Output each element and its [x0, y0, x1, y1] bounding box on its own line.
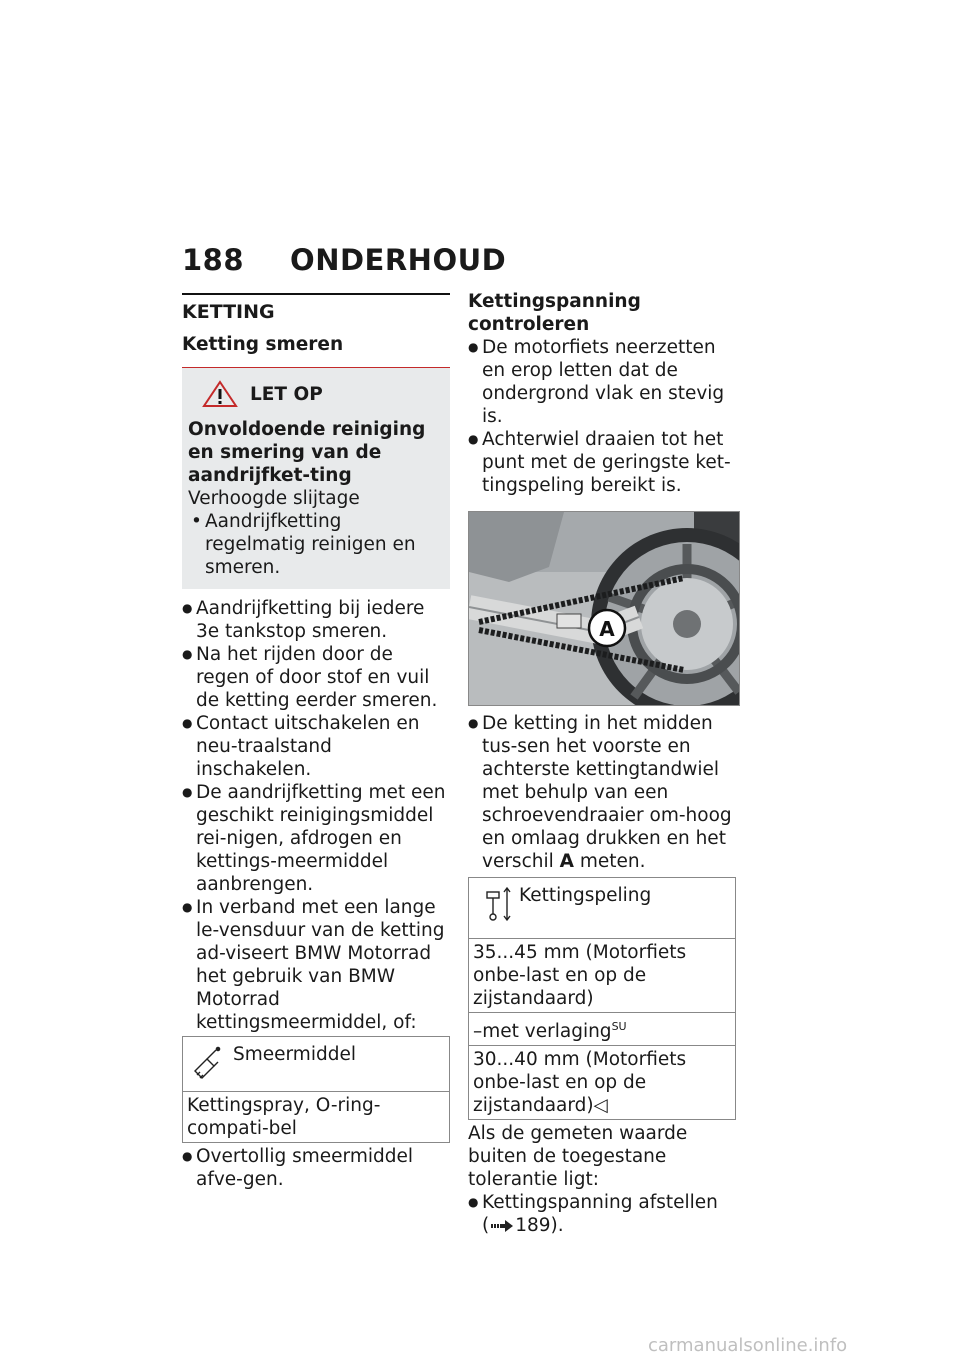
measure-label: A [559, 851, 574, 872]
chain-illustration [469, 512, 739, 705]
page-header [182, 240, 506, 280]
warning-text: Verhoogde slijtage [188, 488, 360, 509]
list-item: ● De motorfiets neerzetten en erop letten dat de ondergrond vlak en stevig is. [468, 336, 736, 428]
tolerance-text: Als de gemeten waarde buiten de toegestane tolerantie ligt: [468, 1123, 688, 1191]
warning-action: • Aandrijfketting regelmatig reinigen en smeren. [188, 510, 444, 579]
list-item: ● Contact uitschakelen en neu-traalstand inschakelen. [182, 712, 450, 781]
variant-text: –met verlaging [473, 1021, 612, 1043]
list-item: ● Overtollig smeermiddel afve-gen. [182, 1145, 450, 1191]
chain-slack-value-lowered: 30...40 mm (Motorfiets onbe-last en op de zijstandaard)◁ [469, 1045, 735, 1119]
figure-label: A [599, 617, 615, 641]
list-item: ● De aandrijfketting met een geschikt reinigingsmiddel rei-nigen, afdrogen en kettings-meermiddel aanbrengen. [182, 781, 450, 896]
oil-can-icon [187, 1043, 227, 1081]
caliper-icon [473, 884, 513, 922]
variant-sup: SU [611, 1020, 627, 1033]
measure-text: De ketting in het midden tus-sen het voorste en achterste kettingtandwiel met behulp van een schroevendraaier om-hoog en omlaag drukken en het verschil [482, 713, 732, 872]
tension-steps [468, 336, 736, 497]
warning-header [202, 380, 444, 408]
subsection-title: Ketting smeren [182, 334, 344, 355]
measure-steps [468, 712, 736, 873]
warning-box [182, 368, 450, 589]
left-column [182, 293, 450, 1191]
page-reference: 189). [515, 1215, 564, 1237]
list-item: ● Na het rijden door de regen of door stof en vuil de ketting eerder smeren. [182, 643, 450, 712]
warning-actions [188, 510, 444, 579]
list-item [468, 712, 736, 873]
lubricant-table-header [183, 1037, 449, 1091]
list-item: ● Achterwiel draaien tot het punt met de geringste ket-tingspeling bereikt is. [468, 428, 736, 497]
warning-heading: Onvoldoende reiniging en smering van de aandrijfket-ting [188, 419, 426, 486]
lubrication-steps [182, 597, 450, 1034]
list-item [468, 1191, 736, 1237]
page-number: 188 [182, 243, 245, 277]
chain-slack-variant [469, 1012, 735, 1045]
adjust-step: Kettingspanning afstellen [482, 1192, 718, 1214]
warning-triangle-icon [202, 380, 238, 408]
divider [182, 293, 450, 295]
lubricant-label: Smeermiddel [233, 1044, 356, 1065]
chain-slack-label: Kettingspeling [519, 885, 652, 906]
section-title: ONDERHOUD [290, 243, 507, 277]
measure-text-end: meten. [579, 851, 646, 872]
list-item: ● Aandrijfketting bij iedere 3e tankstop smeren. [182, 597, 450, 643]
lubricant-table [182, 1036, 450, 1143]
chain-slack-table [468, 877, 736, 1120]
chapter-title: KETTING [182, 301, 275, 323]
watermark: carmanualsonline.info [648, 1335, 848, 1356]
chain-figure [468, 511, 740, 706]
list-item: ● In verband met een lange le-vensduur van de ketting ad-viseert BMW Motorrad het gebruik van BMW Motorrad kettingsmeermiddel, of: [182, 896, 450, 1034]
chain-slack-value: 35...45 mm (Motorfiets onbe-last en op de zijstandaard) [469, 938, 735, 1012]
warning-title: LET OP [250, 383, 323, 405]
adjust-steps [468, 1191, 736, 1237]
subsection-title: Kettingspanning controleren [468, 291, 641, 335]
reference-arrow-icon [491, 1220, 513, 1232]
chain-slack-header [469, 878, 735, 938]
lubricant-value: Kettingspray, O-ring-compati-bel [183, 1091, 449, 1142]
right-column [468, 290, 736, 1237]
ref-open: ( [482, 1215, 490, 1237]
final-steps [182, 1145, 450, 1191]
